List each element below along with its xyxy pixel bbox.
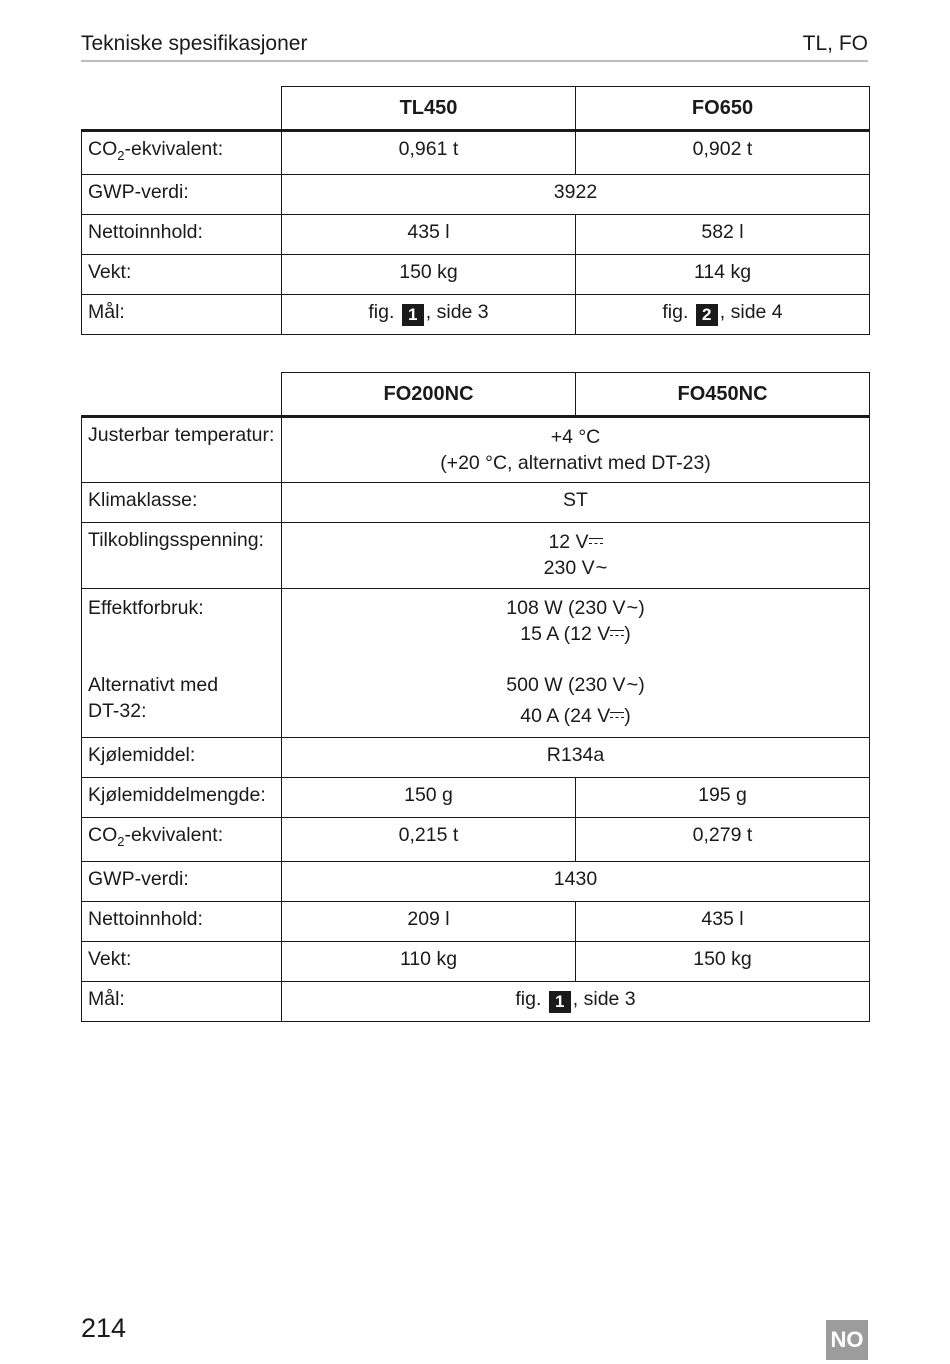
cell-value: 110 kg bbox=[282, 942, 576, 982]
cell-value: 150 g bbox=[282, 778, 576, 818]
cell-value: 0,215 t bbox=[282, 818, 576, 862]
row-label: Nettoinnhold: bbox=[82, 902, 282, 942]
figure-number-badge: 1 bbox=[402, 304, 424, 326]
cell-value: 150 kg bbox=[576, 942, 870, 982]
cell-value: 108 W (230 V~) 15 A (12 V ) 500 W (230 V~) 40 A (24 V ) bbox=[282, 589, 870, 738]
column-header: FO450NC bbox=[576, 373, 870, 417]
cell-value: 1430 bbox=[282, 862, 870, 902]
table-row bbox=[82, 982, 870, 1022]
table-row bbox=[82, 417, 870, 483]
cell-value: 435 l bbox=[282, 215, 576, 255]
dc-voltage-icon bbox=[610, 629, 624, 638]
ac-voltage-icon: ~ bbox=[626, 597, 639, 619]
table-row bbox=[82, 862, 870, 902]
table-row bbox=[82, 523, 870, 589]
column-header: FO650 bbox=[576, 87, 870, 131]
model-list: TL, FO bbox=[802, 32, 868, 55]
page-number: 214 bbox=[81, 1313, 127, 1343]
cell-value: 0,961 t bbox=[282, 131, 576, 175]
ac-voltage-icon: ~ bbox=[595, 557, 608, 579]
row-label: Mål: bbox=[82, 982, 282, 1022]
table-row bbox=[82, 589, 870, 738]
cell-value: 3922 bbox=[282, 175, 870, 215]
cell-value: 12 V 230 V~ bbox=[282, 523, 870, 589]
cell-value: fig. 2 , side 4 bbox=[576, 295, 870, 335]
row-label: Mål: bbox=[82, 295, 282, 335]
table-row bbox=[82, 175, 870, 215]
row-label: Kjølemiddelmengde: bbox=[82, 778, 282, 818]
blank-header-cell bbox=[82, 87, 282, 131]
cell-value: 209 l bbox=[282, 902, 576, 942]
table-row bbox=[82, 215, 870, 255]
cell-value: 582 l bbox=[576, 215, 870, 255]
cell-value: 435 l bbox=[576, 902, 870, 942]
cell-value: R134a bbox=[282, 738, 870, 778]
row-label: $CO_2$-ekvivalent: bbox=[82, 131, 282, 175]
column-header: TL450 bbox=[282, 87, 576, 131]
row-label: $CO_2$-ekvivalent: bbox=[82, 818, 282, 862]
row-label: Kjølemiddel: bbox=[82, 738, 282, 778]
figure-number-badge: 1 bbox=[549, 991, 571, 1013]
row-label: Vekt: bbox=[82, 942, 282, 982]
cell-value: 150 kg bbox=[282, 255, 576, 295]
table-row bbox=[82, 483, 870, 523]
table-row bbox=[82, 131, 870, 175]
dc-voltage-icon bbox=[610, 711, 624, 720]
cell-value: ST bbox=[282, 483, 870, 523]
blank-header-cell bbox=[82, 373, 282, 417]
cell-value: 0,279 t bbox=[576, 818, 870, 862]
table-row bbox=[82, 902, 870, 942]
table-row bbox=[82, 738, 870, 778]
cell-value: fig. 1 , side 3 bbox=[282, 982, 870, 1022]
column-header: FO200NC bbox=[282, 373, 576, 417]
cell-value: 0,902 t bbox=[576, 131, 870, 175]
table-header-row bbox=[82, 373, 870, 417]
page-header bbox=[81, 30, 868, 62]
row-label: Tilkoblingsspenning: bbox=[82, 523, 282, 589]
row-label: Justerbar temperatur: bbox=[82, 417, 282, 483]
cell-value: 114 kg bbox=[576, 255, 870, 295]
figure-number-badge: 2 bbox=[696, 304, 718, 326]
language-badge: NO bbox=[826, 1320, 868, 1360]
ac-voltage-icon: ~ bbox=[626, 674, 639, 696]
table-header-row bbox=[82, 87, 870, 131]
row-label: GWP-verdi: bbox=[82, 175, 282, 215]
row-label: Vekt: bbox=[82, 255, 282, 295]
cell-value: +4 °C (+20 °C, alternativt med DT-23) bbox=[282, 417, 870, 483]
table-row bbox=[82, 818, 870, 862]
table-row bbox=[82, 778, 870, 818]
dc-voltage-icon bbox=[589, 537, 603, 546]
page-title: Tekniske spesifikasjoner bbox=[81, 32, 308, 55]
cell-value: fig. 1 , side 3 bbox=[282, 295, 576, 335]
row-label: Effektforbruk: Alternativt med DT-32: bbox=[82, 589, 282, 738]
row-label: GWP-verdi: bbox=[82, 862, 282, 902]
row-label: Klimaklasse: bbox=[82, 483, 282, 523]
table-row bbox=[82, 942, 870, 982]
spec-table-fo200nc-fo450nc bbox=[81, 372, 870, 1022]
table-row bbox=[82, 295, 870, 335]
table-row bbox=[82, 255, 870, 295]
spec-table-tl450-fo650 bbox=[81, 86, 870, 335]
cell-value: 195 g bbox=[576, 778, 870, 818]
row-label: Nettoinnhold: bbox=[82, 215, 282, 255]
